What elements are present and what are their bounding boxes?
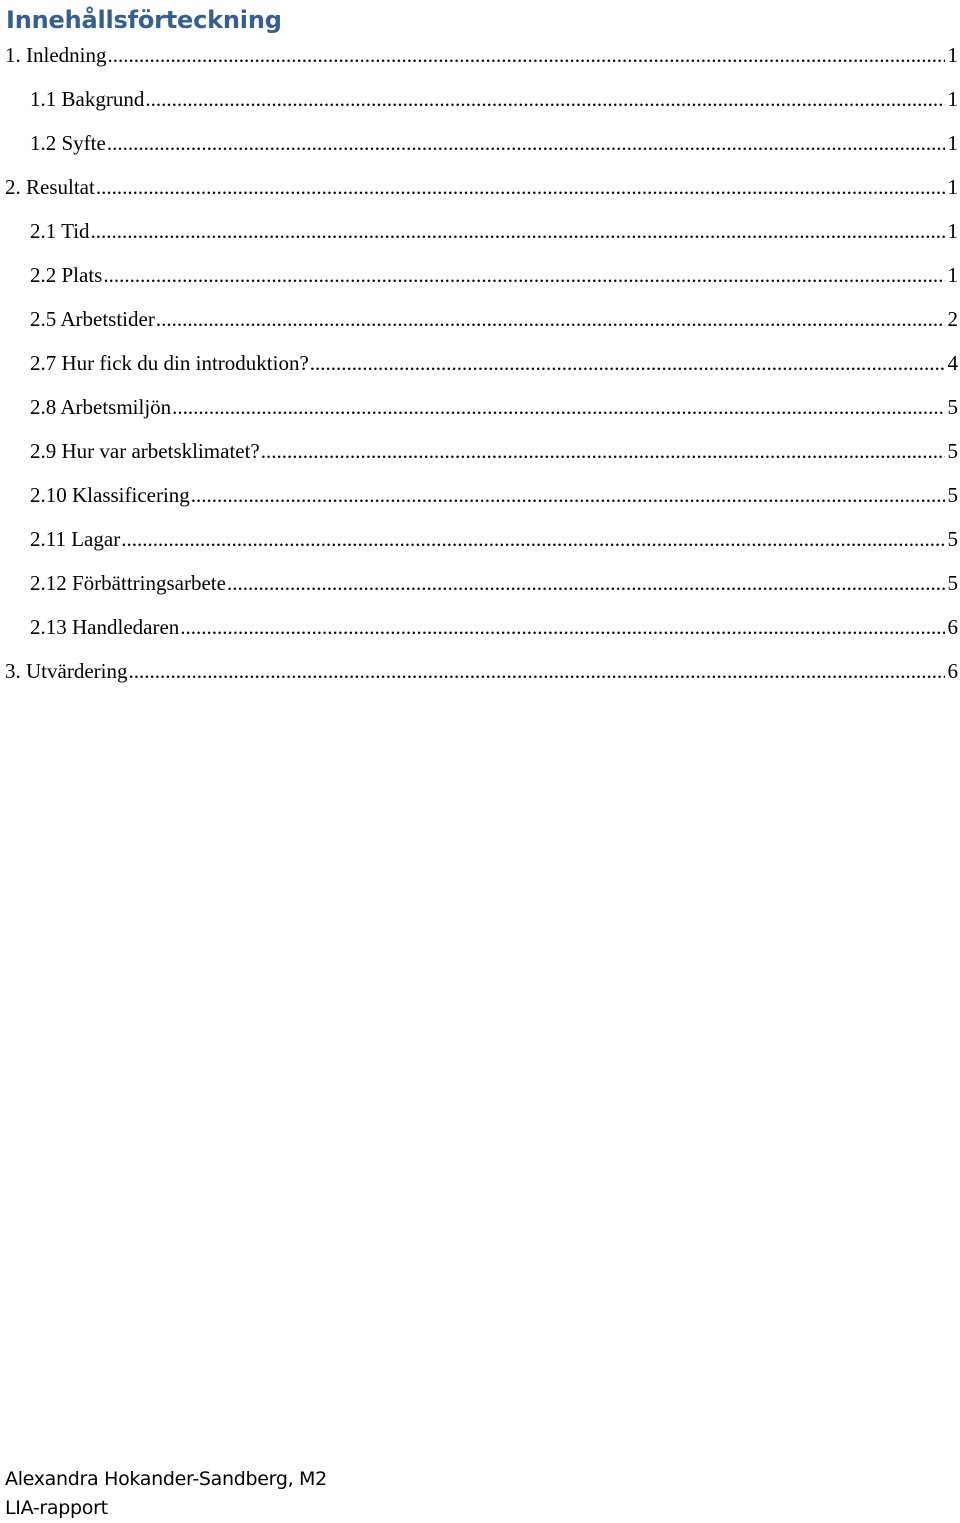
toc-dot-leader	[128, 656, 944, 686]
toc-entry-label: 2.9 Hur var arbetsklimatet?	[30, 439, 260, 463]
toc-dot-leader	[103, 260, 944, 290]
toc-entry-lagar[interactable]	[0, 524, 960, 568]
toc-entry-bakgrund[interactable]	[0, 84, 960, 128]
toc-entry-page: 6	[947, 615, 958, 639]
toc-entry-page: 4	[947, 351, 958, 375]
toc-entry-label: 2.7 Hur fick du din introduktion?	[30, 351, 309, 375]
toc-dot-leader	[191, 480, 945, 510]
toc-entry-label: 2. Resultat	[5, 175, 95, 199]
toc-entry-page: 1	[947, 219, 958, 243]
toc-entry-forbattringsarbete[interactable]	[0, 568, 960, 612]
toc-dot-leader	[107, 128, 945, 158]
toc-entry-page: 2	[947, 307, 958, 331]
toc-entry-label: 2.12 Förbättringsarbete	[30, 571, 226, 595]
footer-report-title: LIA-rapport	[5, 1497, 108, 1519]
toc-entry-page: 5	[947, 527, 958, 551]
toc-entry-syfte[interactable]	[0, 128, 960, 172]
toc-entry-inledning[interactable]	[0, 40, 960, 84]
toc-entry-handledaren[interactable]	[0, 612, 960, 656]
toc-entry-page: 5	[947, 483, 958, 507]
toc-entry-page: 1	[947, 175, 958, 199]
toc-dot-leader	[121, 524, 944, 554]
toc-entry-label: 2.5 Arbetstider	[30, 307, 155, 331]
toc-entry-label: 2.1 Tid	[30, 219, 90, 243]
toc-dot-leader	[261, 436, 945, 466]
toc-entry-klassificering[interactable]	[0, 480, 960, 524]
toc-dot-leader	[91, 216, 945, 246]
toc-dot-leader	[172, 392, 944, 422]
toc-entry-label: 2.10 Klassificering	[30, 483, 190, 507]
toc-dot-leader	[310, 348, 945, 378]
toc-entry-label: 2.11 Lagar	[30, 527, 121, 551]
toc-entry-arbetsmiljon[interactable]	[0, 392, 960, 436]
toc-entry-page: 5	[947, 439, 958, 463]
toc-dot-leader	[156, 304, 945, 334]
toc-title: Innehållsförteckning	[6, 6, 282, 34]
toc-entry-page: 1	[947, 263, 958, 287]
toc-entry-plats[interactable]	[0, 260, 960, 304]
toc-entry-page: 1	[947, 131, 958, 155]
toc-dot-leader	[107, 40, 944, 70]
page-footer	[5, 1465, 327, 1523]
toc-entry-page: 6	[947, 659, 958, 683]
toc-entry-label: 2.8 Arbetsmiljön	[30, 395, 172, 419]
toc-entry-tid[interactable]	[0, 216, 960, 260]
toc-entry-page: 1	[947, 43, 958, 67]
toc-entry-page: 5	[947, 395, 958, 419]
toc-entry-utvardering[interactable]	[0, 656, 960, 700]
toc-dot-leader	[145, 84, 944, 114]
toc-dot-leader	[180, 612, 944, 642]
toc-entry-label: 3. Utvärdering	[5, 659, 128, 683]
toc-entry-label: 2.13 Handledaren	[30, 615, 180, 639]
toc-entry-page: 1	[947, 87, 958, 111]
toc-entry-label: 1.2 Syfte	[30, 131, 106, 155]
toc-entry-introduktion[interactable]	[0, 348, 960, 392]
toc-entry-arbetstider[interactable]	[0, 304, 960, 348]
toc-entry-label: 1. Inledning	[5, 43, 107, 67]
toc-entry-label: 1.1 Bakgrund	[30, 87, 145, 111]
toc-entry-arbetsklimatet[interactable]	[0, 436, 960, 480]
toc-dot-leader	[96, 172, 945, 202]
toc-entry-label: 2.2 Plats	[30, 263, 103, 287]
toc-entry-resultat[interactable]	[0, 172, 960, 216]
footer-author: Alexandra Hokander-Sandberg, M2	[5, 1468, 327, 1490]
toc-entry-page: 5	[947, 571, 958, 595]
toc-dot-leader	[227, 568, 945, 598]
toc-list	[0, 40, 960, 700]
